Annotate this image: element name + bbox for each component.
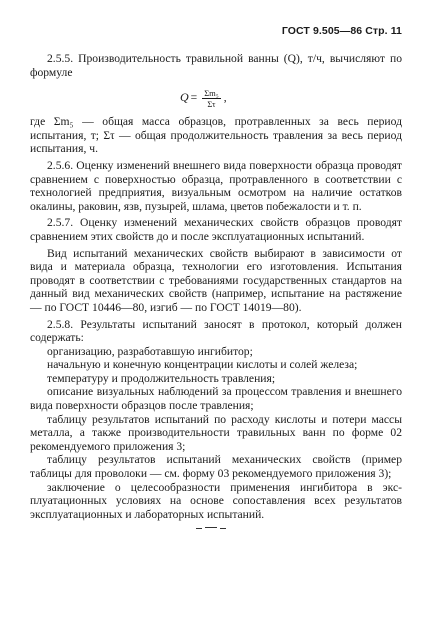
- productivity-formula: [180, 83, 402, 113]
- list-item: таблицу результатов испытаний по расходу кислоты и потери массы металла, а также производительности травильных ванн по форме 02 рекомендуемого приложения 3;: [30, 412, 402, 453]
- paragraph-2-5-7: 2.5.7. Оценку изменений механических свойств образцов проводят сравнением этих свойств до и после эксплуатационных испытаний.: [30, 216, 402, 243]
- list-item: таблицу результатов испытаний механических свойств (пример таблицы для проволоки — см. форму 03 рекомендуемого приложения 3);: [30, 453, 402, 481]
- list-item: начальную и конечную концентрации кислоты и солей железа;: [47, 358, 358, 372]
- formula-equals: =: [190, 91, 198, 105]
- page-header: ГОСТ 9.505—86 Стр. 11: [281, 25, 402, 37]
- end-of-section-rule: [196, 527, 226, 530]
- list-item: организацию, разработавшую ингибитор;: [47, 344, 253, 358]
- formula-explanation: где Σm₅ — общая масса образцов, протравленных за весь период испытания, т; Στ — общая продолжительность травления за весь период испытания, ч.: [30, 115, 402, 156]
- page-body: [30, 52, 402, 521]
- list-item: температуру и продолжительность травления;: [47, 371, 276, 385]
- formula-numerator: Σm₅: [204, 87, 219, 98]
- paragraph-test-types: Вид испытаний механических свойств выбирают в зависимости от вида и материала образца, технологии его изготовления. Испытания проводят в соответствии с требованиями государственных стандартов на данный вид механических свойств (например, испытание на растяжение — по ГОСТ 10446—80, изгиб — по ГОСТ 14019—80).: [30, 246, 402, 314]
- formula-denominator: Στ: [207, 98, 216, 109]
- paragraph-2-5-6: 2.5.6. Оценку изменений внешнего вида поверхности образца проводят сравнением с поверхностью образца, протравленного в соответствии с технологией предприятия, визуальным осмотром на наличие остатков окалины, раковин, язв, пузырей, шлама, цветов побежалости и т. п.: [30, 158, 402, 213]
- paragraph-2-5-8: 2.5.8. Результаты испытаний заносят в протокол, который должен содержать:: [30, 317, 402, 345]
- list-item: описание визуальных наблюдений за процессом травления и внешнего вида поверхности образцов после травления;: [30, 385, 402, 413]
- formula-trailing-comma: ,: [223, 91, 227, 105]
- paragraph-2-5-5: 2.5.5. Производительность травильной ванны (Q), т/ч, вычисляют по формуле: [30, 52, 402, 79]
- formula-lhs: Q: [180, 90, 189, 105]
- list-item: заключение о целесообразности применения ингибитора в эксплуатационных условиях на основе сопоставления всех результатов эксплуатационных и лабораторных испытаний.: [30, 480, 402, 521]
- formula-fraction: [202, 88, 221, 109]
